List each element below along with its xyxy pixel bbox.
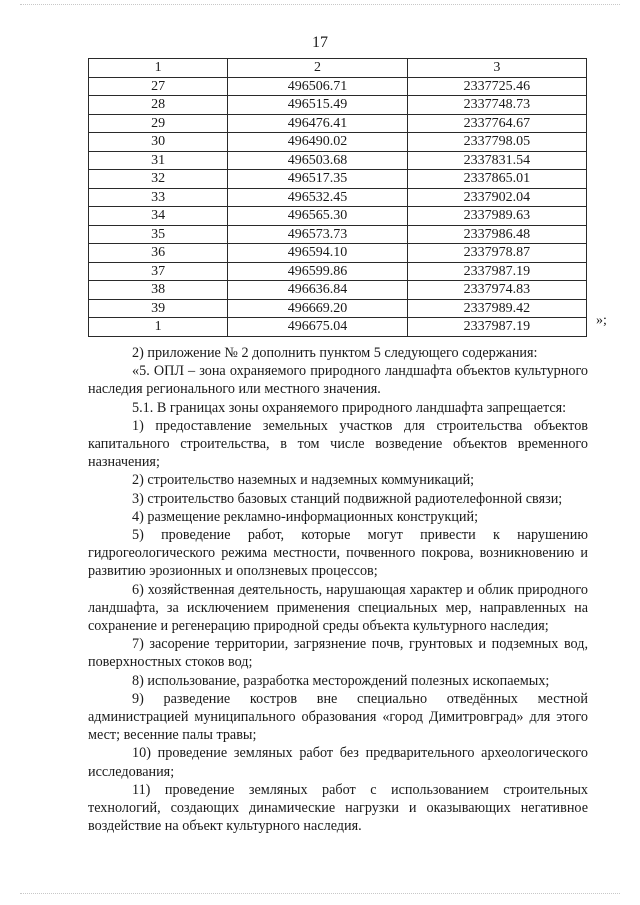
paragraph: 4) размещение рекламно-информационных конструкций; <box>132 508 479 525</box>
y-coordinate-cell: 2337978.87 <box>407 244 586 263</box>
point-number-cell: 34 <box>89 207 228 226</box>
column-header: 1 <box>89 59 228 78</box>
x-coordinate-cell: 496515.49 <box>228 96 407 115</box>
coordinates-table <box>88 58 587 337</box>
y-coordinate-cell: 2337974.83 <box>407 281 586 300</box>
paragraph: 1) предоставление земельных участков для строительства объектов капитального строительства, в том числе возведение объектов временного назначения; <box>88 417 588 471</box>
table-row <box>89 299 587 318</box>
x-coordinate-cell: 496599.86 <box>228 262 407 281</box>
y-coordinate-cell: 2337987.19 <box>407 318 586 337</box>
coordinates-table-body <box>89 59 587 337</box>
table-row <box>89 262 587 281</box>
point-number-cell: 29 <box>89 114 228 133</box>
paragraph: 5) проведение работ, которые могут привести к нарушению гидрогеологического режима местности, почвенного покрова, возникновению и развитию эрозионных и оползневых процессов; <box>88 527 588 580</box>
x-coordinate-cell: 496503.68 <box>228 151 407 170</box>
point-number-cell: 38 <box>89 281 228 300</box>
point-number-cell: 1 <box>89 318 228 337</box>
y-coordinate-cell: 2337865.01 <box>407 170 586 189</box>
table-header-row <box>89 59 587 78</box>
y-coordinate-cell: 2337798.05 <box>407 133 586 152</box>
paragraph: 11) проведение земляных работ с использованием строительных технологий, создающих динамические нагрузки и оказывающих негативное воздействие на объект культурного наследия. <box>88 781 588 835</box>
point-number-cell: 31 <box>89 151 228 170</box>
paragraph: 10) проведение земляных работ без предварительного археологического исследования; <box>88 745 588 780</box>
scan-edge-top <box>20 4 620 7</box>
x-coordinate-cell: 496506.71 <box>228 77 407 96</box>
y-coordinate-cell: 2337989.42 <box>407 299 586 318</box>
x-coordinate-cell: 496476.41 <box>228 114 407 133</box>
y-coordinate-cell: 2337764.67 <box>407 114 586 133</box>
y-coordinate-cell: 2337725.46 <box>407 77 586 96</box>
table-row <box>89 77 587 96</box>
x-coordinate-cell: 496565.30 <box>228 207 407 226</box>
document-body <box>88 344 588 835</box>
paragraph: 2) приложение № 2 дополнить пунктом 5 следующего содержания: <box>132 345 538 361</box>
y-coordinate-cell: 2337989.63 <box>407 207 586 226</box>
table-row <box>89 133 587 152</box>
point-number-cell: 35 <box>89 225 228 244</box>
table-row <box>89 207 587 226</box>
y-coordinate-cell: 2337987.19 <box>407 262 586 281</box>
point-number-cell: 37 <box>89 262 228 281</box>
paragraph: 5.1. В границах зоны охраняемого природного ландшафта запрещается: <box>132 399 567 416</box>
table-row <box>89 188 587 207</box>
table-row <box>89 244 587 263</box>
table-row <box>89 225 587 244</box>
x-coordinate-cell: 496532.45 <box>228 188 407 207</box>
x-coordinate-cell: 496517.35 <box>228 170 407 189</box>
y-coordinate-cell: 2337831.54 <box>407 151 586 170</box>
point-number-cell: 33 <box>89 188 228 207</box>
point-number-cell: 36 <box>89 244 228 263</box>
paragraph: 3) строительство базовых станций подвижной радиотелефонной связи; <box>132 490 563 507</box>
paragraph: 6) хозяйственная деятельность, нарушающая характер и облик природного ландшафта, за исключением применения специальных мер, направленных на сохранение и регенерацию природной среды объекта культурного наследия; <box>88 581 588 635</box>
point-number-cell: 32 <box>89 170 228 189</box>
x-coordinate-cell: 496675.04 <box>228 318 407 337</box>
y-coordinate-cell: 2337986.48 <box>407 225 586 244</box>
table-row <box>89 114 587 133</box>
table-row <box>89 151 587 170</box>
paragraph: «5. ОПЛ – зона охраняемого природного ландшафта объектов культурного наследия регионального или местного значения. <box>88 363 588 398</box>
x-coordinate-cell: 496573.73 <box>228 225 407 244</box>
x-coordinate-cell: 496594.10 <box>228 244 407 263</box>
x-coordinate-cell: 496490.02 <box>228 133 407 152</box>
paragraph: 2) строительство наземных и надземных коммуникаций; <box>132 472 475 489</box>
y-coordinate-cell: 2337902.04 <box>407 188 586 207</box>
column-header: 3 <box>407 59 586 78</box>
paragraph: 7) засорение территории, загрязнение почв, грунтовых и подземных вод, поверхностных стоков вод; <box>88 636 588 671</box>
point-number-cell: 30 <box>89 133 228 152</box>
table-row <box>89 318 587 337</box>
point-number-cell: 28 <box>89 96 228 115</box>
point-number-cell: 39 <box>89 299 228 318</box>
table-row <box>89 96 587 115</box>
x-coordinate-cell: 496669.20 <box>228 299 407 318</box>
table-row <box>89 281 587 300</box>
page-number: 17 <box>312 34 328 51</box>
column-header: 2 <box>228 59 407 78</box>
point-number-cell: 27 <box>89 77 228 96</box>
x-coordinate-cell: 496636.84 <box>228 281 407 300</box>
table-row <box>89 170 587 189</box>
y-coordinate-cell: 2337748.73 <box>407 96 586 115</box>
scan-edge-bottom <box>20 893 620 896</box>
paragraph: 9) разведение костров вне специально отведённых местной администрацией муниципального образования «город Димитровград» для этого мест; весенние палы травы; <box>88 690 588 744</box>
paragraph: 8) использование, разработка месторождений полезных ископаемых; <box>132 672 550 689</box>
table-closing-mark: »; <box>596 313 607 328</box>
